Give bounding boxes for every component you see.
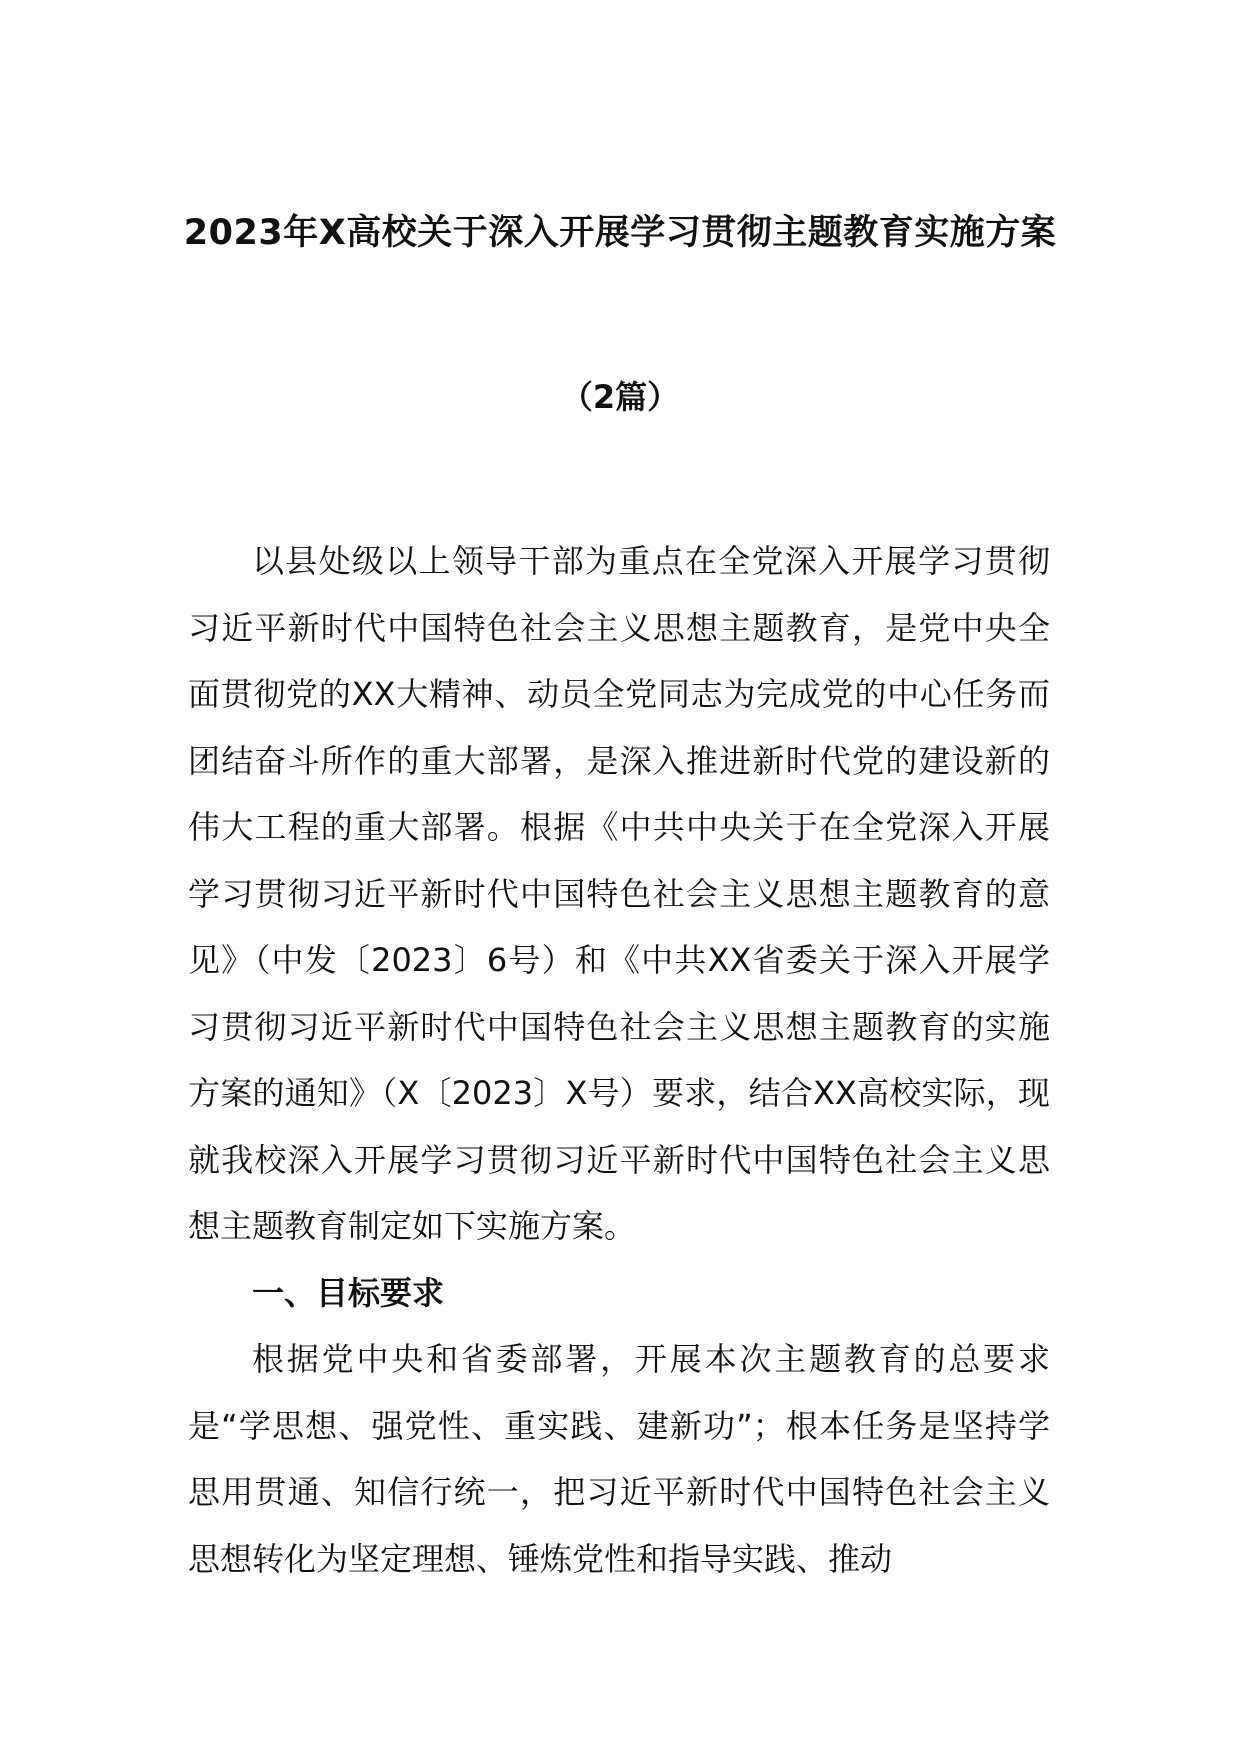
intro-paragraph: 以县处级以上领导干部为重点在全党深入开展学习贯彻习近平新时代中国特色社会主义思想主题教育，是党中央全面贯彻党的XX大精神、动员全党同志为完成党的中心任务而团结奋斗所作的重大部署，是深入推进新时代党的建设新的伟大工程的重大部署。根据《中共中央关于在全党深入开展学习贯彻习近平新时代中国特色社会主义思想主题教育的意见》（中发〔2023〕6号）和《中共XX省委关于深入开展学习贯彻习近平新时代中国特色社会主义思想主题教育的实施方案的通知》（X〔2023〕X号）要求，结合XX高校实际，现就我校深入开展学习贯彻习近平新时代中国特色社会主义思想主题教育制定如下实施方案。	[188, 542, 1050, 1245]
document-title: 2023年X高校关于深入开展学习贯彻主题教育实施方案	[183, 213, 1057, 253]
section-heading: 一、目标要求	[252, 1273, 445, 1312]
document-subtitle: （2篇）	[560, 378, 680, 416]
section-paragraph: 根据党中央和省委部署，开展本次主题教育的总要求是“学思想、强党性、重实践、建新功”；根本任务是坚持学思用贯通、知信行统一，把习近平新时代中国特色社会主义思想转化为坚定理想、锤炼党性和指导实践、推动	[188, 1340, 1050, 1578]
document-body	[188, 528, 1050, 1592]
